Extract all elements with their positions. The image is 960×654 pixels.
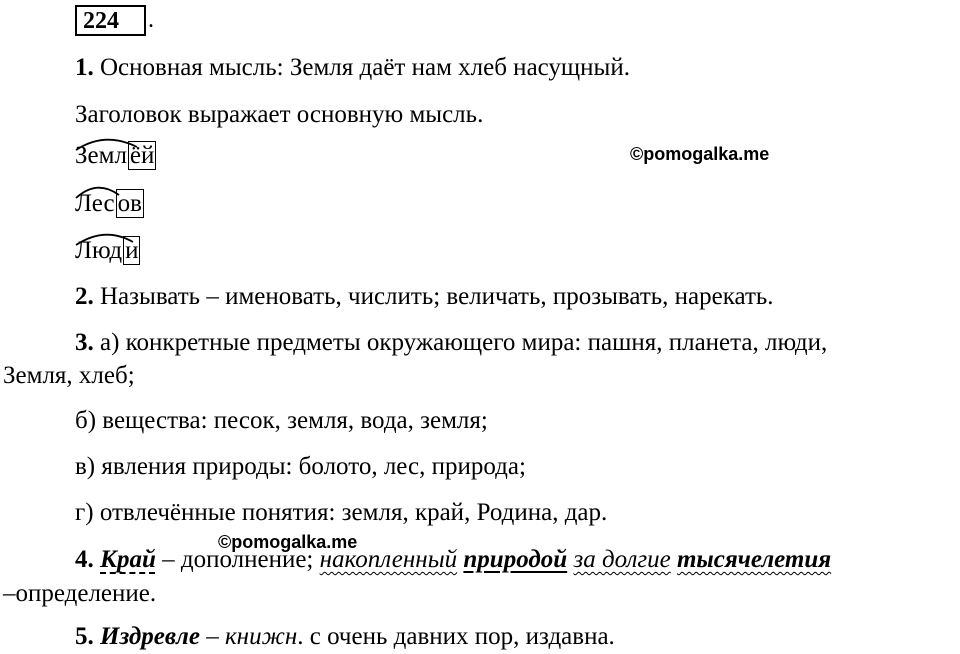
task5-word: Издревле (100, 623, 200, 650)
exercise-number: 224 (75, 5, 146, 36)
task3-line-b: б) вещества: песок, земля, вода, земля; (75, 407, 488, 434)
task4-word-prirodoy: природой (463, 546, 568, 573)
task3-line-a2: Земля, хлеб; (3, 362, 135, 389)
task3-number: 3. (75, 329, 94, 356)
task4-word-tysyacheletiya: тысячелетия (676, 546, 832, 573)
task2-text: Называть – именовать, числить; величать, прозывать, нарекать. (93, 283, 774, 310)
task2-line (75, 282, 774, 312)
task4-word-nakoplenny: накопленный (319, 546, 458, 573)
morpheme-ending: ов (117, 190, 142, 217)
task5-mark: книжн (224, 623, 298, 650)
morpheme-stem: Лес (75, 190, 115, 217)
task5-number: 5. (75, 623, 94, 650)
task3-line-v: в) явления природы: болото, лес, природа; (75, 453, 526, 480)
morpheme-stem: Люд (75, 237, 123, 264)
task3-a-text: а) конкретные предметы окружающего мира: пашня, планета, люди, (93, 329, 828, 356)
task5-rest: . с очень давних пор, издавна. (297, 623, 615, 650)
task4-word-kray: Край (100, 546, 156, 573)
task4-line2: –определение. (3, 580, 157, 607)
task1-line2: Заголовок выражает основную мысль. (75, 101, 484, 128)
morpheme-stem: Земл (75, 142, 127, 169)
morpheme-word-1 (75, 141, 156, 185)
task1-line (75, 53, 630, 83)
task4-number: 4. (75, 546, 94, 573)
morpheme-ending: ёй (129, 142, 155, 169)
task3-line-a1 (75, 328, 827, 358)
morpheme-word-3 (75, 236, 140, 280)
watermark-middle: ©pomogalka.me (218, 532, 358, 552)
watermark-top: ©pomogalka.me (630, 144, 770, 164)
task1-text: Основная мысль: Земля даёт нам хлеб насущный. (93, 54, 630, 81)
exercise-number-dot: . (148, 7, 154, 33)
task2-number: 2. (75, 283, 94, 310)
task1-number: 1. (75, 54, 94, 81)
morpheme-word-2 (75, 189, 144, 233)
task4-dash-text: – дополнение; (155, 546, 320, 573)
task4-line (75, 545, 831, 575)
morpheme-ending: и (125, 237, 139, 264)
task3-line-g: г) отвлечённые понятия: земля, край, Родина, дар. (75, 499, 608, 526)
task5-dash: – (199, 623, 225, 650)
task4-word-za-dolgie: за долгие (573, 546, 671, 573)
task5-line (75, 622, 615, 652)
